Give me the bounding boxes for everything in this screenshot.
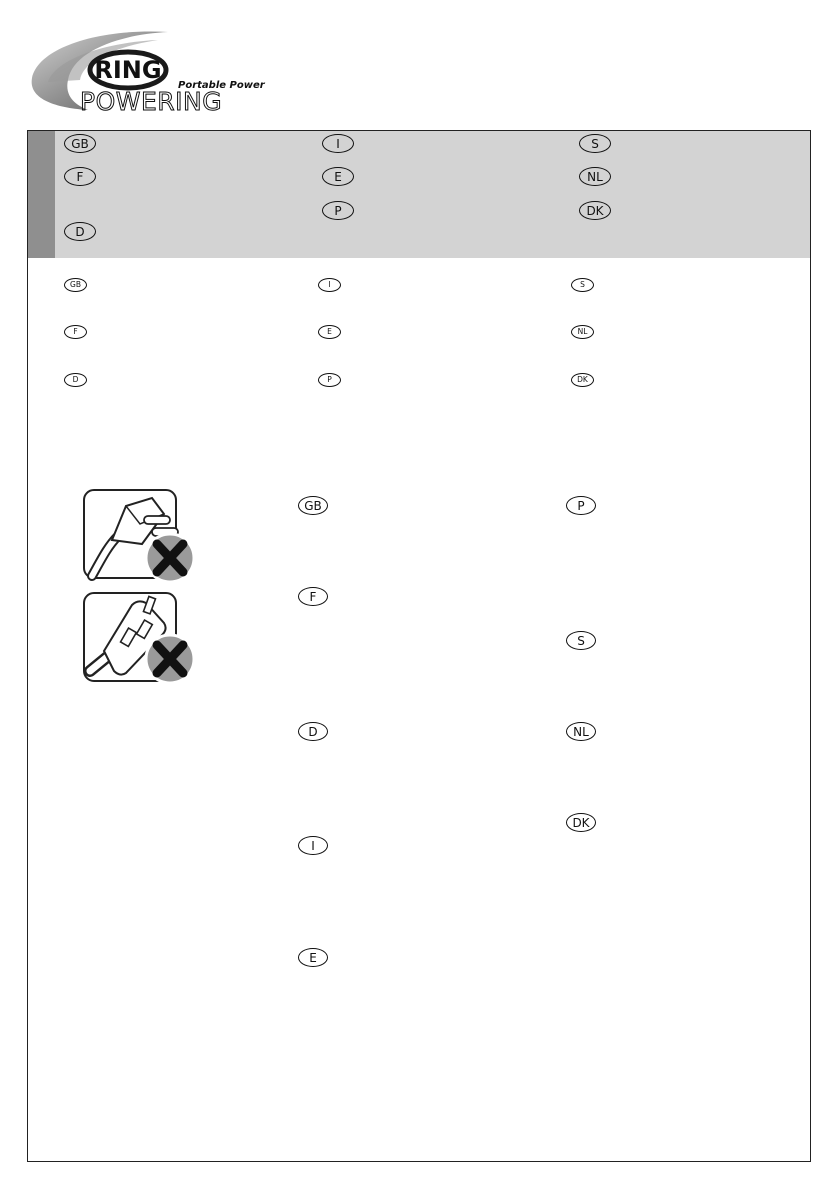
svg-text:POWERING: POWERING [80,87,223,116]
language-badge-gb: GB [298,496,328,515]
header-band [28,131,810,258]
language-badge-s: S [566,631,596,650]
language-badge-e: E [318,325,341,339]
language-badge-nl: NL [579,167,611,186]
ring-powering-logo [28,20,268,120]
language-badge-s: S [579,134,611,153]
language-badge-f: F [64,325,87,339]
language-badge-i: I [298,836,328,855]
language-badge-gb: GB [64,134,96,153]
language-badge-d: D [64,222,96,241]
language-badge-p: P [318,373,341,387]
svg-text:Portable Power: Portable Power [178,80,265,91]
language-badge-nl: NL [566,722,596,741]
language-badge-f: F [298,587,328,606]
svg-text:RING: RING [94,56,162,84]
language-badge-e: E [322,167,354,186]
language-badge-d: D [64,373,87,387]
language-badge-e: E [298,948,328,967]
language-badge-i: I [318,278,341,292]
language-badge-nl: NL [571,325,594,339]
language-badge-gb: GB [64,278,87,292]
uk-plug-prohibited-icon [82,591,200,687]
language-badge-d: D [298,722,328,741]
language-badge-p: P [566,496,596,515]
language-badge-s: S [571,278,594,292]
language-badge-i: I [322,134,354,153]
language-badge-dk: DK [579,201,611,220]
euro-plug-prohibited-icon [82,488,200,584]
language-badge-dk: DK [571,373,594,387]
header-band-tab [28,131,55,258]
language-badge-f: F [64,167,96,186]
language-badge-dk: DK [566,813,596,832]
language-badge-p: P [322,201,354,220]
